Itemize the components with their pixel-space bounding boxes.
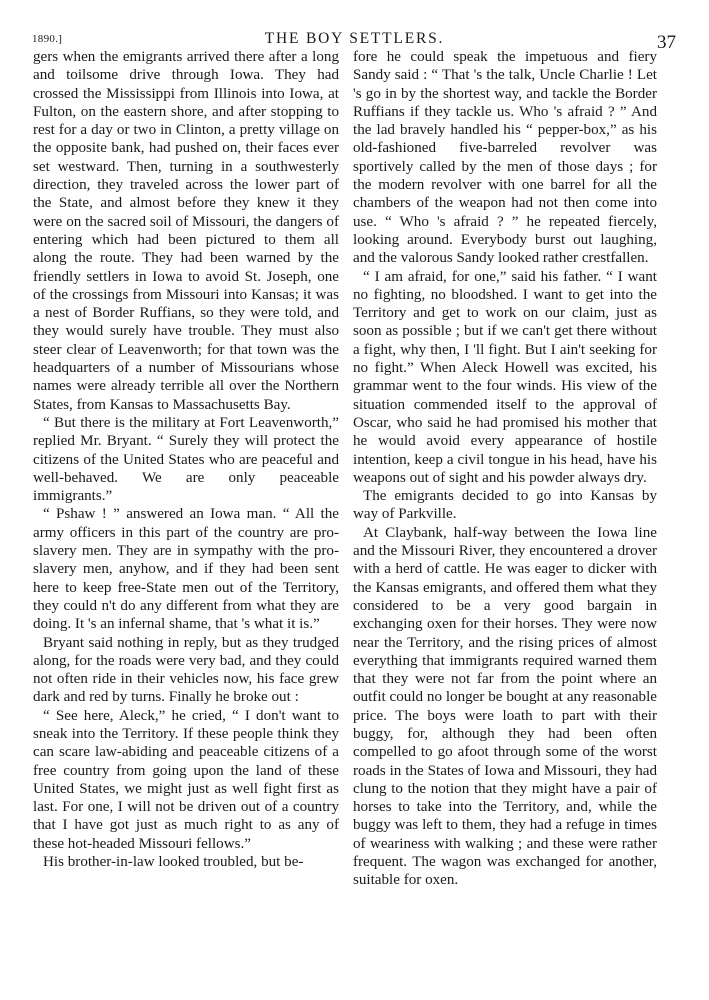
left-column [33, 48, 339, 871]
right-column [353, 48, 657, 890]
paragraph: Bryant said nothing in reply, but as they trudged along, for the roads were very bad, and they could not often ride in their vehicles now, his face grew dark and red by turns. Finally he broke out : [33, 634, 339, 706]
paragraph: “ See here, Aleck,” he cried, “ I don't want to sneak into the Territory. If these people think they can scare law-abiding and peaceable citizens of a free country from going upon the land of these United States, we might just as well fight first as last. For one, I will not be driven out of a country that I have got just as much right to as any of these hot-headed Missouri fellows.” [33, 707, 339, 852]
paragraph: “ Pshaw ! ” answered an Iowa man. “ All the army officers in this part of the country are pro-slavery men. They are in sympathy with the pro-slavery men, anyhow, and if they had been sent here to keep free-State men out of the Territory, they could n't do any different from what they are doing. It 's an infernal shame, that 's what it is.” [33, 506, 339, 633]
paragraph: gers when the emigrants arrived there after a long and toilsome drive through Iowa. They had crossed the Mississippi from Illinois into Iowa, at Fulton, on the eastern shore, and after stopping to rest for a day or two in Clinton, a pretty village on the opposite bank, had pushed on, their faces ever set westward. Then, turning in a southwesterly direction, they traveled across the lower part of the State, and almost before they knew it they were on the sacred soil of Missouri, the dangers of entering which had been pictured to them all along the route. They had been warned by the friendly settlers in Iowa to avoid St. Joseph, one of the crossings from Missouri into Kansas; it was a nest of Border Ruffians, so they were told, and they would surely have trouble. They must also steer clear of Leavenworth; for that town was the headquarters of a number of Missourians whose names were already terrible all over the Northern States, from Kansas to Massachusetts Bay. [33, 49, 339, 413]
paragraph: “ But there is the military at Fort Leavenworth,” replied Mr. Bryant. “ Surely they will protect the citizens of the United States who are peaceful and well-behaved. We are only peaceable immigrants.” [33, 414, 339, 505]
issue-date: 1890.] [32, 33, 63, 45]
paragraph: The emigrants decided to go into Kansas by way of Parkville. [353, 488, 657, 523]
running-title: THE BOY SETTLERS. [264, 30, 445, 47]
paragraph: “ I am afraid, for one,” said his father. “ I want no fighting, no bloodshed. I want to get into the Territory and get to work on our claim, just as soon as possible ; but if we can't get there without a fight, why then, I 'll fight. But I ain't seeking for no fight.” When Aleck Howell was excited, his grammar went to the four winds. His view of the situation commended itself to the approval of Oscar, who said he had promised his mother that he would avoid every appearance of hostile intention, keep a civil tongue in his head, have his weapons out of sight and his powder always dry. [353, 268, 657, 486]
paragraph: fore he could speak the impetuous and fiery Sandy said : “ That 's the talk, Uncle Charlie ! Let 's go in by the shortest way, and tackle the Border Ruffians if they tackle us. Who 's afraid ? ” And the lad bravely handled his “ pepper-box,” as his old-fashioned five-barreled revolver was sportively called by the men of those days ; for the modern revolver with one barrel for all the chambers of the weapon had not then come into use. “ Who 's afraid ? ” he repeated fiercely, looking around. Everybody burst out laughing, and the valorous Sandy looked rather crestfallen. [353, 49, 657, 267]
paragraph: His brother-in-law looked troubled, but be- [43, 854, 304, 871]
page-number: 37 [657, 32, 676, 53]
paragraph: At Claybank, half-way between the Iowa line and the Missouri River, they encountered a drover with a herd of cattle. He was eager to dicker with the Kansas emigrants, and offered them what they considered to be a very good bargain in exchanging oxen for their horses. They were now near the Territory, and the rising prices of almost everything that immigrants required warned them that they were not far from the point where an outfit could no longer be bought at any reasonable price. The boys were loath to part with their buggy, for, although they had been often compelled to go afoot through some of the worst roads in the States of Iowa and Missouri, they had clung to the notion that they might have a pair of horses to take into the Territory, and, while the buggy was left to them, they had a refuge in times of weariness with walking ; and these were rather frequent. The wagon was exchanged for another, suitable for oxen. [353, 524, 657, 889]
